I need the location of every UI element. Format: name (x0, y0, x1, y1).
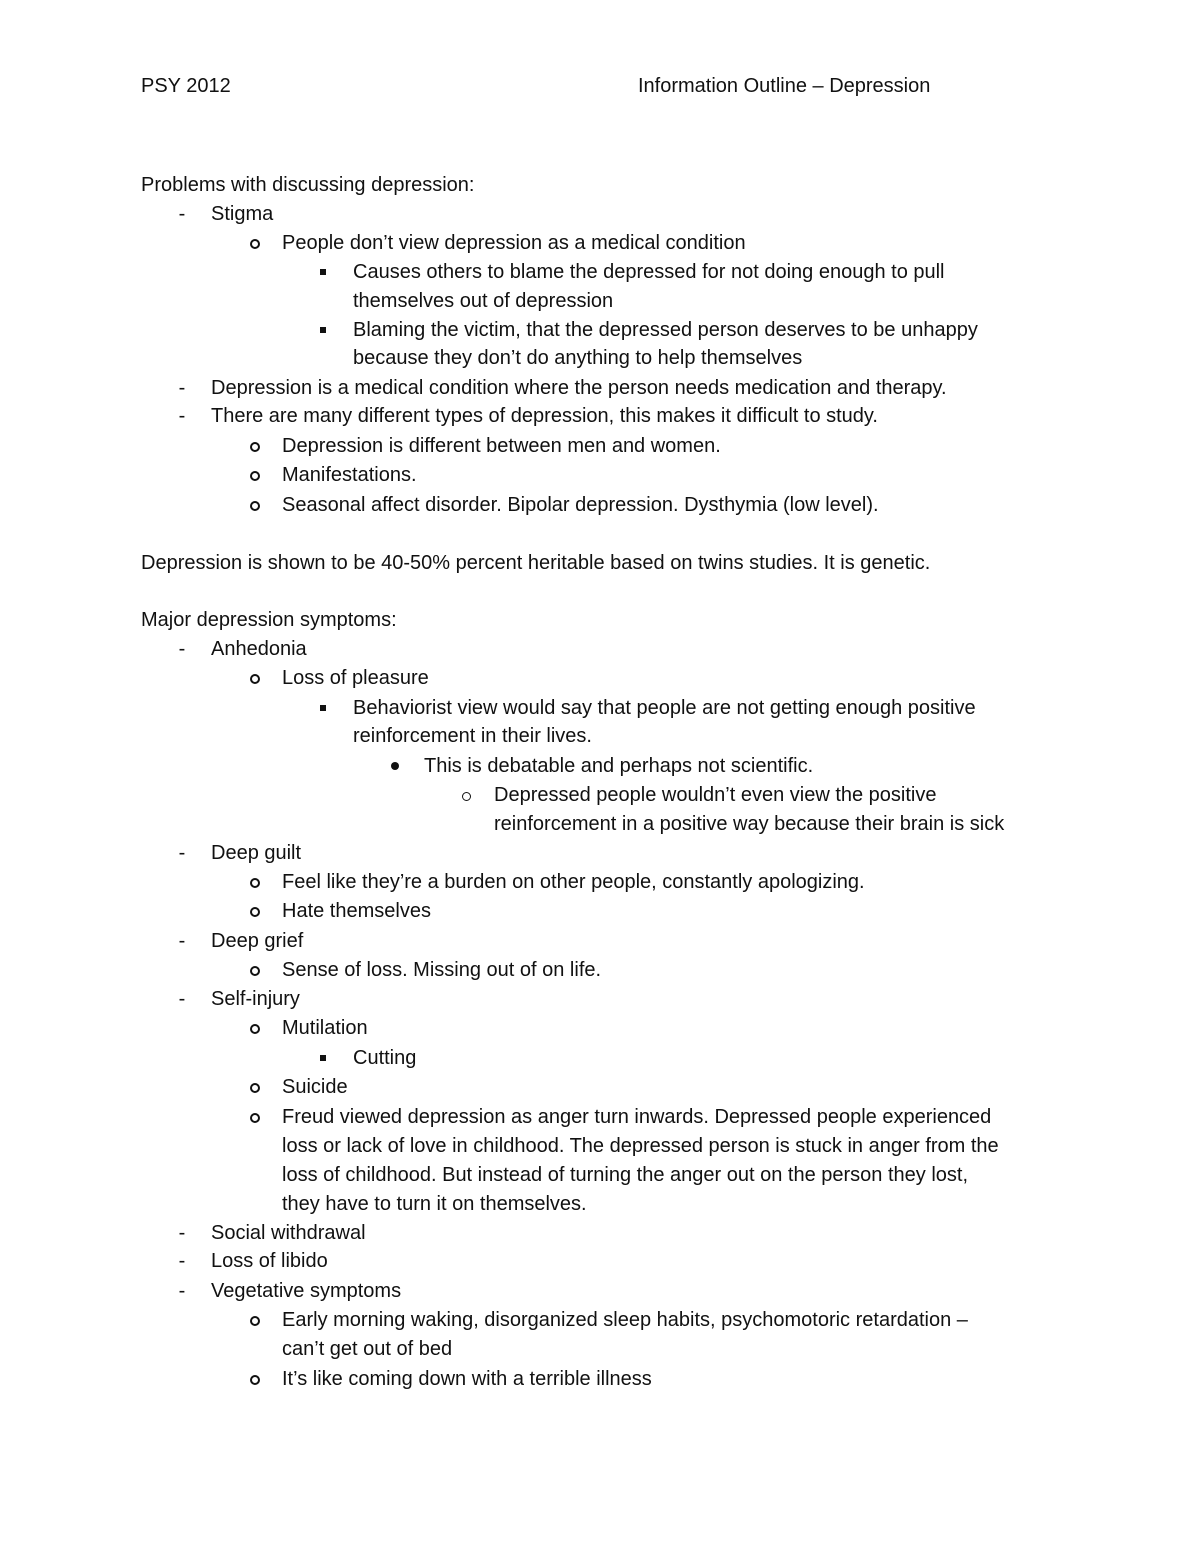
outline-item (0, 316, 1200, 345)
outline-item (0, 781, 1200, 810)
outline-item (0, 664, 1200, 693)
outline-item (0, 927, 1200, 956)
line-text: Freud viewed depression as anger turn inwards. Depressed people experienced (282, 1106, 992, 1128)
circle-bullet-icon (245, 1365, 265, 1394)
outline-item (0, 1073, 1200, 1102)
outline-item (0, 635, 1200, 664)
outline-item (0, 956, 1200, 985)
line-text: Stigma (211, 203, 274, 225)
dash-bullet-icon (172, 839, 192, 868)
outline-item-continuation (0, 1335, 1200, 1364)
line-text: reinforcement in a positive way because their brain is sick (494, 813, 1005, 835)
dash-bullet-icon (172, 927, 192, 956)
line-text: Blaming the victim, that the depressed person deserves to be unhappy (353, 319, 978, 341)
outline-item-continuation (0, 810, 1200, 839)
outline-item (0, 1306, 1200, 1335)
line-text: Problems with discussing depression: (141, 174, 475, 196)
line-text: because they don’t do anything to help themselves (353, 347, 803, 369)
outline-item (0, 374, 1200, 403)
outline-item (0, 868, 1200, 897)
line-text: Suicide (282, 1076, 348, 1098)
dash-bullet-icon (172, 374, 192, 403)
dash-bullet-icon (172, 1277, 192, 1306)
course-code: PSY 2012 (141, 75, 231, 97)
line-text: loss or lack of love in childhood. The depressed person is stuck in anger from the (282, 1135, 999, 1157)
outline-item (0, 258, 1200, 287)
outline-item-continuation (0, 1190, 1200, 1219)
outline-item (0, 1044, 1200, 1073)
dash-bullet-icon (172, 985, 192, 1014)
outline-item (0, 461, 1200, 490)
outline-item (0, 985, 1200, 1014)
line-text: Hate themselves (282, 900, 431, 922)
line-text: Loss of pleasure (282, 667, 429, 689)
dash-bullet-icon (172, 635, 192, 664)
outline-item (0, 1219, 1200, 1248)
outline-item (0, 402, 1200, 431)
outline-item (0, 200, 1200, 229)
circle-bullet-icon (245, 1306, 265, 1335)
ring-bullet-icon (457, 781, 477, 810)
line-text: Social withdrawal (211, 1222, 366, 1244)
line-text: loss of childhood. But instead of turning the anger out on the person they lost, (282, 1164, 969, 1186)
line-text: Causes others to blame the depressed for not doing enough to pull (353, 261, 945, 283)
line-text: Depressed people wouldn’t even view the positive (494, 784, 937, 806)
outline-item (0, 229, 1200, 258)
outline-item-continuation (0, 722, 1200, 751)
line-text: Feel like they’re a burden on other people, constantly apologizing. (282, 871, 865, 893)
circle-bullet-icon (245, 1103, 265, 1132)
outline-item-continuation (0, 1132, 1200, 1161)
line-text: Seasonal affect disorder. Bipolar depression. Dysthymia (low level). (282, 494, 879, 516)
line-text: can’t get out of bed (282, 1338, 453, 1360)
line-text: Deep guilt (211, 842, 302, 864)
circle-bullet-icon (245, 1014, 265, 1043)
document-title: Information Outline – Depression (638, 75, 931, 97)
square-bullet-icon (314, 258, 334, 287)
outline-item (0, 491, 1200, 520)
square-bullet-icon (314, 1044, 334, 1073)
line-text: Cutting (353, 1047, 417, 1069)
line-text: Self-injury (211, 988, 300, 1010)
line-text: themselves out of depression (353, 290, 614, 312)
line-text: Mutilation (282, 1017, 368, 1039)
line-text: Major depression symptoms: (141, 609, 397, 631)
circle-bullet-icon (245, 1073, 265, 1102)
outline-item (0, 897, 1200, 926)
line-text: Behaviorist view would say that people are not getting enough positive (353, 697, 976, 719)
circle-bullet-icon (245, 868, 265, 897)
line-text: Loss of libido (211, 1250, 328, 1272)
outline-item-continuation (0, 287, 1200, 316)
outline-item (0, 839, 1200, 868)
outline-item-continuation (0, 344, 1200, 373)
outline-item (0, 694, 1200, 723)
line-text: Deep grief (211, 930, 304, 952)
line-text: People don’t view depression as a medical condition (282, 232, 746, 254)
outline-item (0, 432, 1200, 461)
line-text: This is debatable and perhaps not scientific. (424, 755, 814, 777)
dash-bullet-icon (172, 1219, 192, 1248)
outline-item (0, 1014, 1200, 1043)
circle-bullet-icon (245, 956, 265, 985)
line-text: Depression is different between men and women. (282, 435, 721, 457)
line-text: Sense of loss. Missing out of on life. (282, 959, 602, 981)
line-text: they have to turn it on themselves. (282, 1193, 587, 1215)
circle-bullet-icon (245, 461, 265, 490)
line-text: Depression is shown to be 40-50% percent heritable based on twins studies. It is genetic. (141, 552, 931, 574)
outline-item (0, 1365, 1200, 1394)
circle-bullet-icon (245, 664, 265, 693)
circle-bullet-icon (245, 897, 265, 926)
line-text: Vegetative symptoms (211, 1280, 402, 1302)
line-text: It’s like coming down with a terrible illness (282, 1368, 652, 1390)
square-bullet-icon (314, 694, 334, 723)
outline-item (0, 1103, 1200, 1132)
line-text: Anhedonia (211, 638, 307, 660)
line-text: Manifestations. (282, 464, 417, 486)
square-bullet-icon (314, 316, 334, 345)
circle-bullet-icon (245, 491, 265, 520)
line-text: Early morning waking, disorganized sleep habits, psychomotoric retardation – (282, 1309, 968, 1331)
line-text: Depression is a medical condition where the person needs medication and therapy. (211, 377, 947, 399)
outline-item (0, 1277, 1200, 1306)
circle-bullet-icon (245, 432, 265, 461)
outline-item-continuation (0, 1161, 1200, 1190)
dash-bullet-icon (172, 200, 192, 229)
line-text: reinforcement in their lives. (353, 725, 592, 747)
outline-item (0, 752, 1200, 781)
dash-bullet-icon (172, 402, 192, 431)
dash-bullet-icon (172, 1247, 192, 1276)
circle-bullet-icon (245, 229, 265, 258)
outline-item (0, 1247, 1200, 1276)
dot-bullet-icon (386, 752, 406, 781)
line-text: There are many different types of depression, this makes it difficult to study. (211, 405, 878, 427)
